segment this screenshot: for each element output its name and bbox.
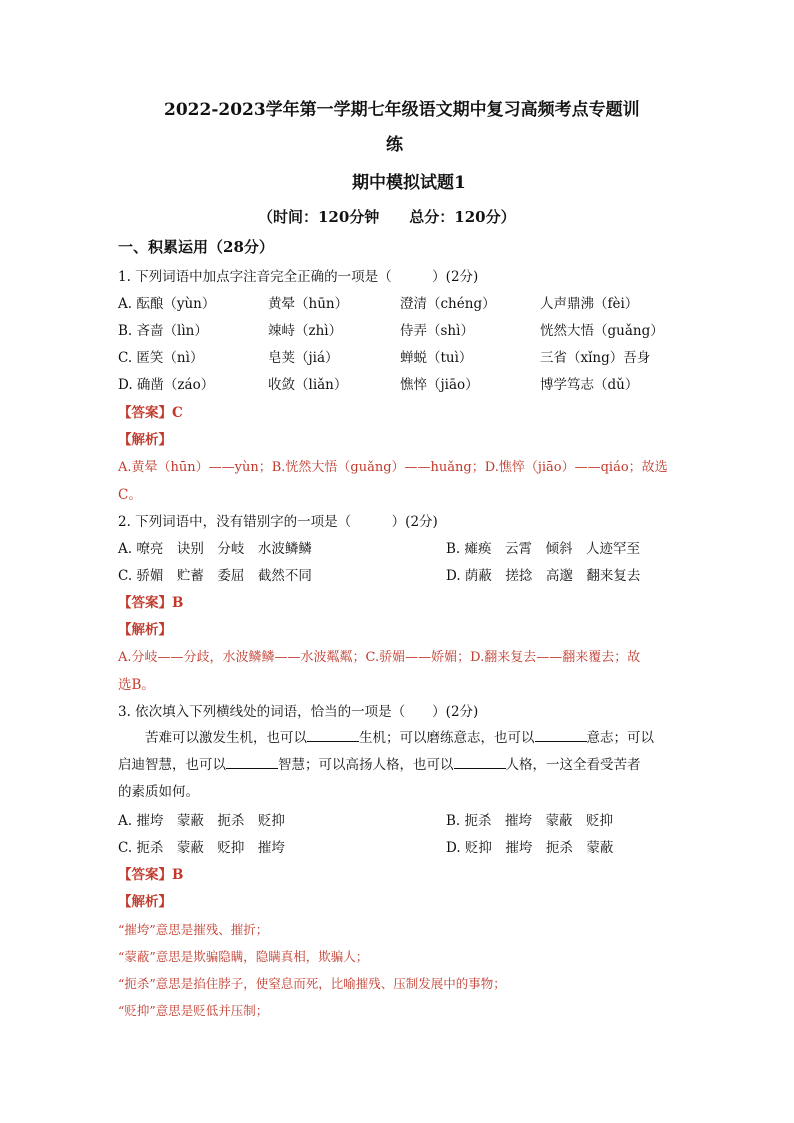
q2-option-d: D. 荫蔽 搓捻 高邈 翻来复去 bbox=[446, 568, 641, 584]
question-1-stem: 1. 下列词语中加点字注音完全正确的一项是（ ）(2分) bbox=[118, 269, 479, 285]
q3-analysis-note: “摧垮”意思是摧残、摧折； bbox=[118, 922, 269, 937]
q1-analysis-label: 【解析】 bbox=[118, 432, 172, 448]
q1-analysis-text: A.黄晕（hūn）——yùn；B.恍然大悟（guǎng）——huǎng；D.憔悴（jiāo）——qiáo；故选 bbox=[118, 460, 668, 475]
q3-analysis-label: 【解析】 bbox=[118, 894, 172, 910]
q1-option-b-2: 竦峙（zhì） bbox=[268, 323, 343, 339]
q1-answer: 【答案】C bbox=[118, 405, 183, 421]
q3-passage bbox=[118, 725, 678, 806]
q3-analysis-note: “扼杀”意思是掐住脖子，使窒息而死，比喻摧残、压制发展中的事物； bbox=[118, 976, 506, 991]
q1-option-d-4: 博学笃志（dǔ） bbox=[540, 377, 639, 393]
q1-analysis-text-cont: C。 bbox=[118, 487, 142, 503]
q1-option-a-4: 人声鼎沸（fèi） bbox=[540, 296, 639, 312]
q1-option-c-4: 三省（xǐng）吾身 bbox=[540, 350, 651, 366]
q3-analysis-note: “蒙蔽”意思是欺骗隐瞒，隐瞒真相，欺骗人； bbox=[118, 949, 369, 964]
q3-option-b: B. 扼杀 摧垮 蒙蔽 贬抑 bbox=[446, 813, 614, 829]
q1-option-a-2: 黄晕（hūn） bbox=[268, 296, 349, 312]
exam-time-info: （时间：120分钟 总分：120分） bbox=[258, 208, 516, 226]
q3-passage-text: 的素质如何。 bbox=[118, 784, 199, 800]
q3-passage-text: 意志；可以 bbox=[586, 730, 654, 746]
q2-analysis-text-cont: 选B。 bbox=[118, 677, 155, 693]
q3-passage-text: 人格，一这全看受苦者 bbox=[505, 757, 641, 773]
document-subtitle: 期中模拟试题1 bbox=[352, 173, 466, 193]
q2-option-a: A. 嘹亮 诀别 分岐 水波鳞鳞 bbox=[118, 541, 312, 557]
q3-option-c: C. 扼杀 蒙蔽 贬抑 摧垮 bbox=[118, 840, 285, 856]
q3-option-d: D. 贬抑 摧垮 扼杀 蒙蔽 bbox=[446, 840, 614, 856]
q2-analysis-label: 【解析】 bbox=[118, 622, 172, 638]
q3-blank-2 bbox=[535, 728, 587, 742]
q1-option-b-4: 恍然大悟（guǎng） bbox=[540, 323, 664, 339]
q3-blank-3 bbox=[226, 755, 278, 769]
q2-option-b: B. 瘫痪 云霄 倾斜 人迹罕至 bbox=[446, 541, 641, 557]
document-title-line1: 2022-2023学年第一学期七年级语文期中复习高频考点专题训 bbox=[164, 100, 640, 120]
q1-option-b-3: 侍弄（shì） bbox=[400, 323, 474, 339]
q3-passage-text: 启迪智慧，也可以 bbox=[118, 757, 226, 773]
q2-answer: 【答案】B bbox=[118, 595, 184, 611]
q3-answer: 【答案】B bbox=[118, 867, 184, 883]
q3-blank-4 bbox=[454, 755, 506, 769]
q1-option-c-2: 皂荚（jiá） bbox=[268, 350, 339, 366]
q2-option-c: C. 骄媚 贮蓄 委屈 截然不同 bbox=[118, 568, 312, 584]
q3-passage-text: 智慧；可以高扬人格，也可以 bbox=[278, 757, 454, 773]
q3-blank-1 bbox=[307, 728, 359, 742]
section-heading: 一、积累运用（28分） bbox=[118, 238, 274, 256]
q3-analysis-note: “贬抑”意思是贬低并压制； bbox=[118, 1003, 269, 1018]
q3-passage-text: 苦难可以激发生机，也可以 bbox=[145, 730, 307, 746]
q1-option-b-1: B. 吝啬（lìn） bbox=[118, 323, 208, 339]
q1-option-a-3: 澄清（chéng） bbox=[400, 296, 496, 312]
q1-option-d-2: 收敛（liǎn） bbox=[268, 377, 348, 393]
q3-passage-text: 生机；可以磨练意志，也可以 bbox=[359, 730, 535, 746]
q1-option-d-3: 憔悴（jiāo） bbox=[400, 377, 479, 393]
q2-analysis-text: A.分岐——分歧，水波鳞鳞——水波粼粼；C.骄媚——娇媚；D.翻来复去——翻来覆去；故 bbox=[118, 650, 641, 665]
q1-option-d-1: D. 确凿（záo） bbox=[118, 377, 215, 393]
q1-option-c-3: 蝉蜕（tuì） bbox=[400, 350, 473, 366]
question-2-stem: 2. 下列词语中，没有错别字的一项是（ ）(2分) bbox=[118, 514, 438, 530]
q3-option-a: A. 摧垮 蒙蔽 扼杀 贬抑 bbox=[118, 813, 285, 829]
document-title-line2: 练 bbox=[386, 135, 403, 155]
q1-option-a-1: A. 酝酿（yùn） bbox=[118, 296, 216, 312]
q1-option-c-1: C. 匿笑（nì） bbox=[118, 350, 204, 366]
question-3-stem: 3. 依次填入下列横线处的词语，恰当的一项是（ ）(2分) bbox=[118, 704, 479, 720]
